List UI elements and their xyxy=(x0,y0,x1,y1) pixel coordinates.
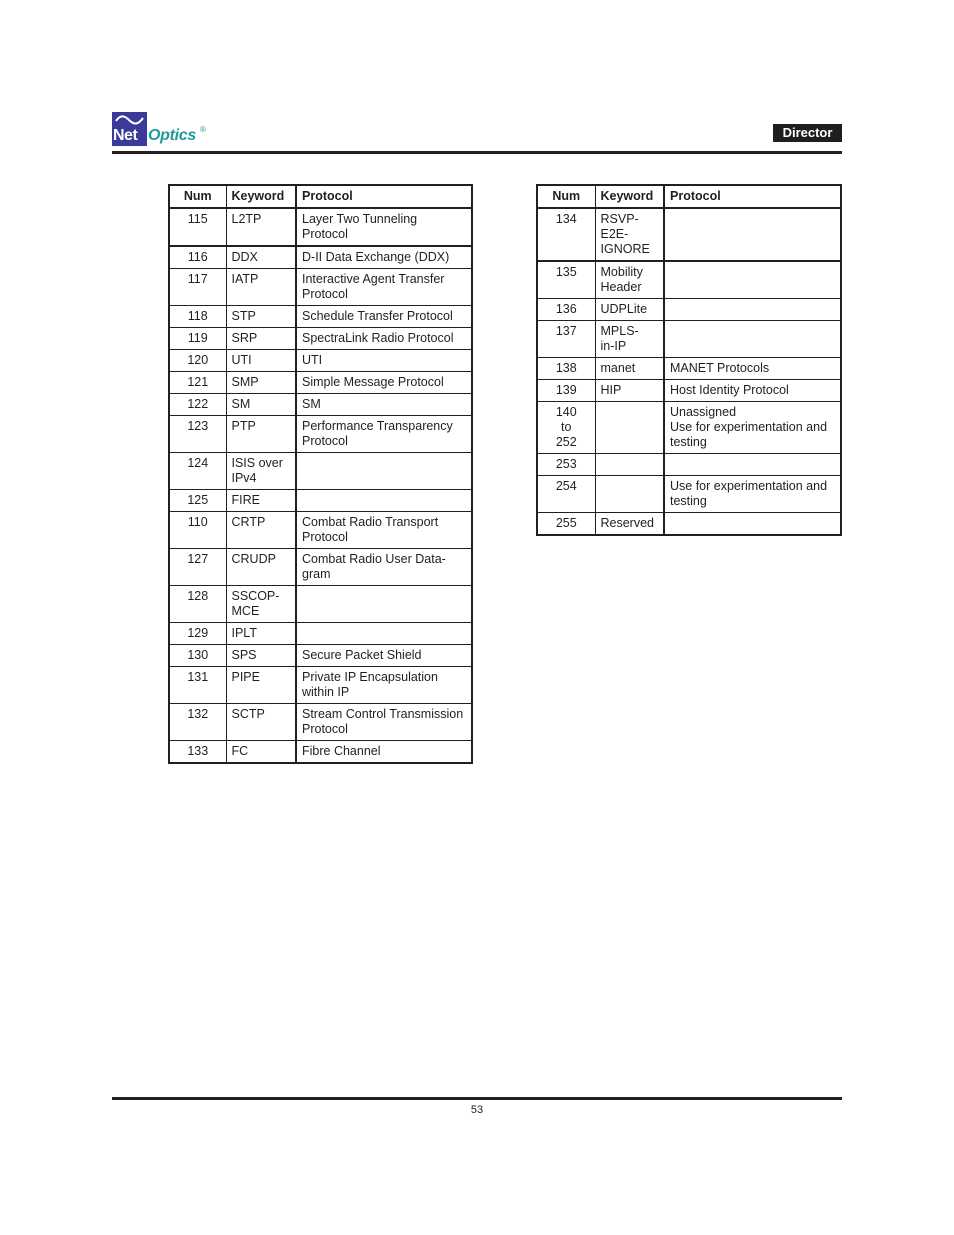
cell-protocol: Interactive Agent Transfer Protocol xyxy=(296,269,472,306)
cell-num: 117 xyxy=(169,269,226,306)
wave-icon xyxy=(115,114,144,126)
cell-protocol xyxy=(664,321,841,358)
cell-num: 137 xyxy=(537,321,595,358)
cell-num: 124 xyxy=(169,453,226,490)
cell-keyword: RSVP- E2E- IGNORE xyxy=(595,208,664,261)
column-header-num: Num xyxy=(169,185,226,208)
cell-keyword: IATP xyxy=(226,269,296,306)
table-row xyxy=(537,454,841,476)
cell-keyword: FIRE xyxy=(226,490,296,512)
table-row xyxy=(169,328,472,350)
cell-protocol xyxy=(664,513,841,536)
table-row xyxy=(537,261,841,299)
table-row xyxy=(537,358,841,380)
header-rule xyxy=(112,151,842,154)
table-row xyxy=(537,402,841,454)
cell-num: 115 xyxy=(169,208,226,246)
cell-protocol xyxy=(664,454,841,476)
cell-num: 116 xyxy=(169,246,226,269)
cell-num: 136 xyxy=(537,299,595,321)
cell-protocol: Layer Two Tunneling Protocol xyxy=(296,208,472,246)
column-header-protocol: Protocol xyxy=(664,185,841,208)
column-header-keyword: Keyword xyxy=(595,185,664,208)
table-row xyxy=(169,350,472,372)
cell-num: 121 xyxy=(169,372,226,394)
cell-keyword: Mobility Header xyxy=(595,261,664,299)
table-row xyxy=(537,513,841,536)
protocol-table-right xyxy=(536,184,842,536)
cell-keyword: UTI xyxy=(226,350,296,372)
table-row xyxy=(169,704,472,741)
cell-num: 134 xyxy=(537,208,595,261)
logo-net-text: Net xyxy=(113,127,138,144)
cell-num: 125 xyxy=(169,490,226,512)
cell-protocol: Combat Radio User Data- gram xyxy=(296,549,472,586)
cell-protocol: SM xyxy=(296,394,472,416)
cell-protocol xyxy=(664,261,841,299)
cell-protocol: Unassigned Use for experimentation and testing xyxy=(664,402,841,454)
cell-keyword: MPLS- in-IP xyxy=(595,321,664,358)
cell-keyword: ISIS over IPv4 xyxy=(226,453,296,490)
cell-protocol: Fibre Channel xyxy=(296,741,472,764)
cell-protocol xyxy=(664,208,841,261)
cell-num: 133 xyxy=(169,741,226,764)
registered-mark: ® xyxy=(200,125,206,134)
table-row xyxy=(169,416,472,453)
table-row xyxy=(169,741,472,764)
protocol-table-left xyxy=(168,184,473,764)
table-row xyxy=(169,246,472,269)
table-row xyxy=(169,512,472,549)
cell-keyword: DDX xyxy=(226,246,296,269)
cell-num: 128 xyxy=(169,586,226,623)
cell-keyword: IPLT xyxy=(226,623,296,645)
cell-protocol xyxy=(296,490,472,512)
cell-protocol: SpectraLink Radio Protocol xyxy=(296,328,472,350)
cell-keyword: CRTP xyxy=(226,512,296,549)
cell-protocol xyxy=(296,586,472,623)
cell-protocol: D-II Data Exchange (DDX) xyxy=(296,246,472,269)
cell-protocol: MANET Protocols xyxy=(664,358,841,380)
cell-protocol xyxy=(664,299,841,321)
cell-num: 122 xyxy=(169,394,226,416)
table-row xyxy=(537,380,841,402)
column-header-keyword: Keyword xyxy=(226,185,296,208)
cell-num: 140 to 252 xyxy=(537,402,595,454)
cell-keyword xyxy=(595,476,664,513)
cell-keyword: manet xyxy=(595,358,664,380)
cell-num: 110 xyxy=(169,512,226,549)
cell-num: 253 xyxy=(537,454,595,476)
cell-protocol: Private IP Encapsulation within IP xyxy=(296,667,472,704)
logo-optics-text: Optics xyxy=(148,127,196,144)
cell-keyword xyxy=(595,402,664,454)
logo-mark xyxy=(112,112,147,146)
cell-num: 131 xyxy=(169,667,226,704)
cell-num: 138 xyxy=(537,358,595,380)
cell-num: 139 xyxy=(537,380,595,402)
cell-protocol xyxy=(296,453,472,490)
cell-keyword: SRP xyxy=(226,328,296,350)
table-row xyxy=(169,549,472,586)
table-row xyxy=(169,372,472,394)
page-number: 53 xyxy=(470,1104,484,1116)
table-row xyxy=(537,321,841,358)
cell-keyword: HIP xyxy=(595,380,664,402)
cell-num: 132 xyxy=(169,704,226,741)
cell-keyword xyxy=(595,454,664,476)
cell-num: 254 xyxy=(537,476,595,513)
table-row xyxy=(169,490,472,512)
table-header-row xyxy=(169,185,472,208)
cell-num: 130 xyxy=(169,645,226,667)
cell-protocol: Use for experimentation and testing xyxy=(664,476,841,513)
cell-keyword: FC xyxy=(226,741,296,764)
cell-num: 127 xyxy=(169,549,226,586)
net-optics-logo xyxy=(112,112,222,148)
cell-num: 119 xyxy=(169,328,226,350)
table-row xyxy=(169,645,472,667)
cell-keyword: SSCOP- MCE xyxy=(226,586,296,623)
cell-keyword: PIPE xyxy=(226,667,296,704)
table-header-row xyxy=(537,185,841,208)
cell-protocol: Secure Packet Shield xyxy=(296,645,472,667)
column-header-protocol: Protocol xyxy=(296,185,472,208)
cell-num: 255 xyxy=(537,513,595,536)
table-row xyxy=(169,306,472,328)
cell-protocol: Combat Radio Transport Protocol xyxy=(296,512,472,549)
cell-protocol: Host Identity Protocol xyxy=(664,380,841,402)
section-label: Director xyxy=(773,124,842,142)
cell-num: 129 xyxy=(169,623,226,645)
column-header-num: Num xyxy=(537,185,595,208)
table-row xyxy=(537,208,841,261)
cell-protocol: Simple Message Protocol xyxy=(296,372,472,394)
cell-num: 135 xyxy=(537,261,595,299)
cell-protocol: Performance Transparency Protocol xyxy=(296,416,472,453)
table-row xyxy=(537,299,841,321)
footer-rule xyxy=(112,1097,842,1100)
cell-keyword: Reserved xyxy=(595,513,664,536)
cell-protocol: UTI xyxy=(296,350,472,372)
table-row xyxy=(169,623,472,645)
cell-keyword: SMP xyxy=(226,372,296,394)
table-row xyxy=(169,667,472,704)
cell-keyword: PTP xyxy=(226,416,296,453)
cell-keyword: L2TP xyxy=(226,208,296,246)
table-row xyxy=(169,208,472,246)
table-row xyxy=(537,476,841,513)
cell-keyword: SPS xyxy=(226,645,296,667)
cell-keyword: SM xyxy=(226,394,296,416)
cell-protocol xyxy=(296,623,472,645)
cell-keyword: STP xyxy=(226,306,296,328)
cell-keyword: CRUDP xyxy=(226,549,296,586)
table-row xyxy=(169,269,472,306)
table-row xyxy=(169,394,472,416)
cell-keyword: SCTP xyxy=(226,704,296,741)
cell-keyword: UDPLite xyxy=(595,299,664,321)
cell-num: 123 xyxy=(169,416,226,453)
cell-num: 120 xyxy=(169,350,226,372)
cell-protocol: Stream Control Transmission Protocol xyxy=(296,704,472,741)
table-row xyxy=(169,586,472,623)
cell-num: 118 xyxy=(169,306,226,328)
table-row xyxy=(169,453,472,490)
cell-protocol: Schedule Transfer Protocol xyxy=(296,306,472,328)
